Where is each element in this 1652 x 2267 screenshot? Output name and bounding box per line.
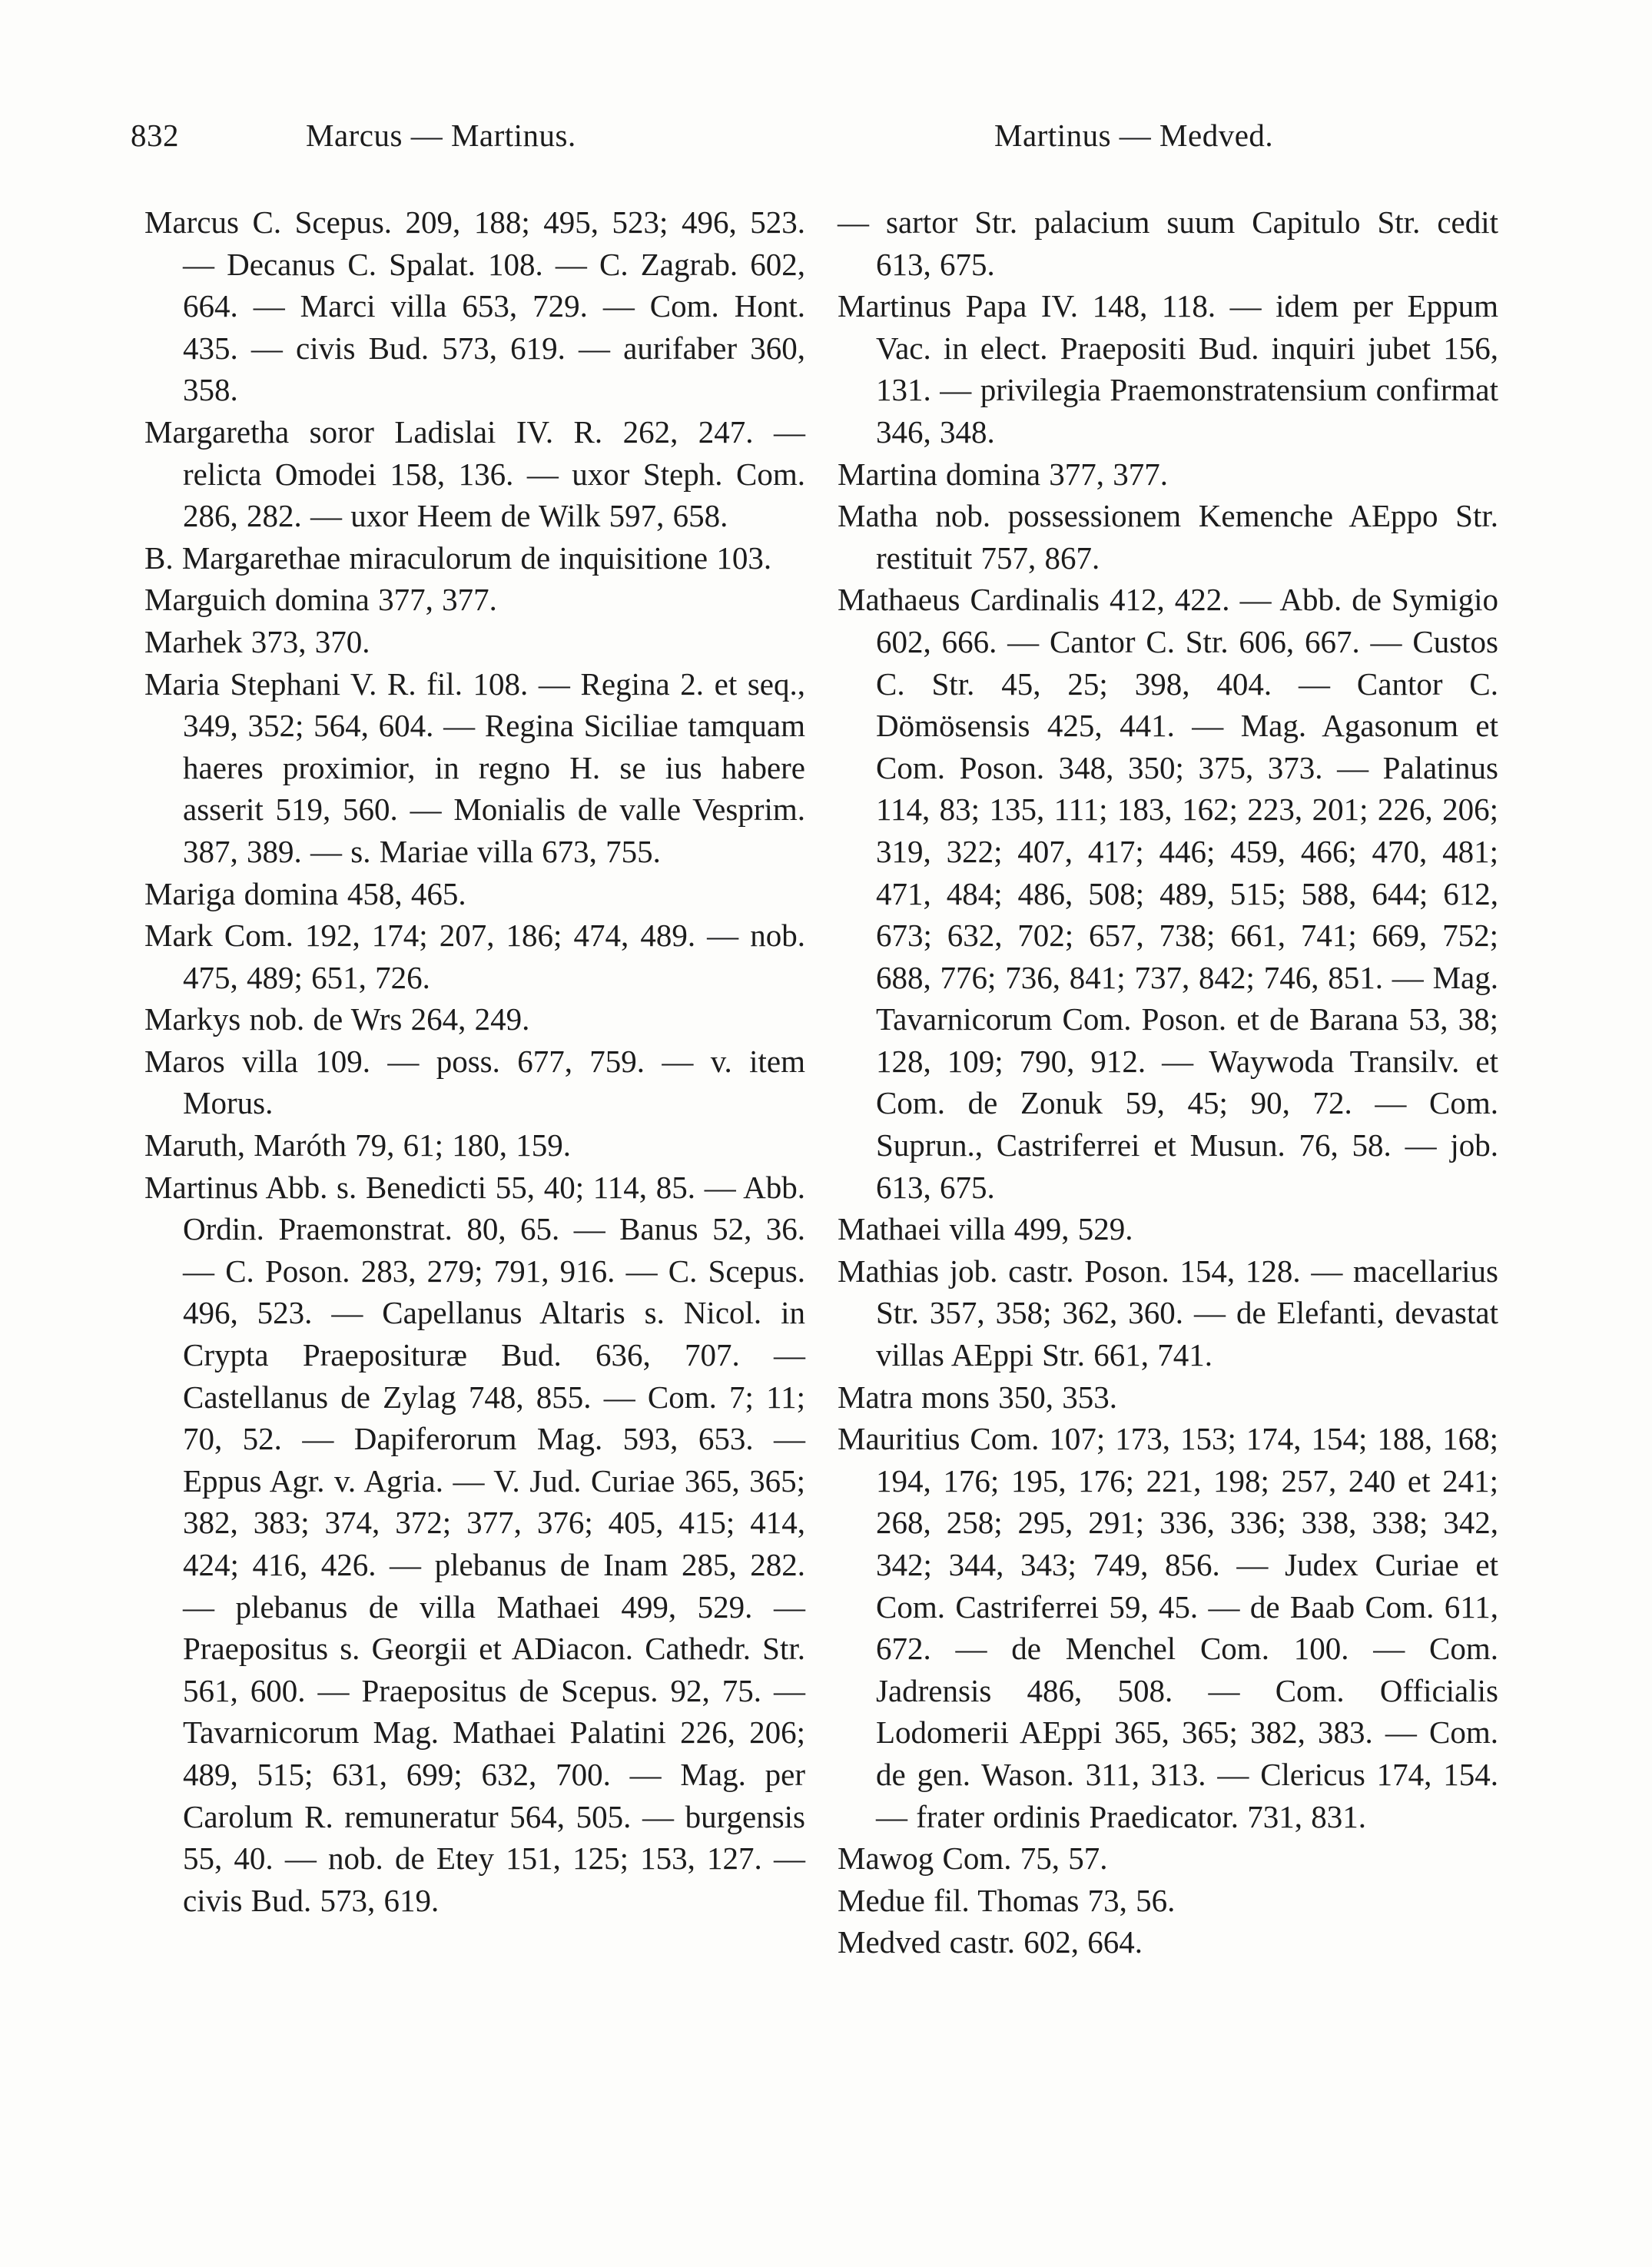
index-entry: Mawog Com. 75, 57. bbox=[838, 1840, 1108, 1877]
index-entry: Marguich domina 377, 377. bbox=[144, 582, 497, 618]
index-entry: Mariga domina 458, 465. bbox=[144, 875, 466, 911]
right-running-title: Martinus — Medved. bbox=[994, 118, 1274, 153]
index-entry: Mark Com. 192, 174; 207, 186; 474, 489. — nob. 475, 489; 651, 726. bbox=[144, 918, 805, 995]
index-entry: Maria Stephani V. R. fil. 108. — Regina 2. et seq., 349, 352; 564, 604. — Regina Siciliae tamquam haeres proximior, in regno H. se ius habere asserit 519, 560. — Monialis de valle Vesprim. 387, 389. — s. Mariae villa 673, 755. bbox=[144, 665, 805, 869]
index-entry: Marcus C. Scepus. 209, 188; 495, 523; 496, 523. — Decanus C. Spalat. 108. — C. Zagrab. 602, 664. — Marci villa 653, 729. — Com. Hont. 435. — civis Bud. 573, 619. — aurifaber 360, 358. bbox=[144, 204, 805, 408]
index-entry: Margaretha soror Ladislai IV. R. 262, 247. — relicta Omodei 158, 136. — uxor Steph. Com. 286, 282. — uxor Heem de Wilk 597, 658. bbox=[144, 413, 805, 534]
index-entry: Markys nob. de Wrs 264, 249. bbox=[144, 1001, 530, 1037]
index-entry: Matha nob. possessionem Kemenche AEppo Str. restituit 757, 867. bbox=[838, 498, 1498, 576]
index-entry: Mathaei villa 499, 529. bbox=[838, 1211, 1133, 1247]
index-entry: Mathias job. castr. Poson. 154, 128. — macellarius Str. 357, 358; 362, 360. — de Elefanti, devastat villas AEppi Str. 661, 741. bbox=[838, 1253, 1498, 1373]
index-entry: Medue fil. Thomas 73, 56. bbox=[838, 1882, 1176, 1918]
left-column bbox=[144, 201, 805, 1921]
index-entry: Martina domina 377, 377. bbox=[838, 456, 1169, 492]
index-entry: Maros villa 109. — poss. 677, 759. — v. item Morus. bbox=[144, 1043, 805, 1121]
index-entry: Martinus Abb. s. Benedicti 55, 40; 114, 85. — Abb. Ordin. Praemonstrat. 80, 65. — Banus 52, 36. — C. Poson. 283, 279; 791, 916. — C. Scepus. 496, 523. — Capellanus Altaris s. Nicol. in Crypta Praeposituræ Bud. 636, 707. — Castellanus de Zylag 748, 855. — Com. 7; 11; 70, 52. — Dapiferorum Mag. 593, 653. — Eppus Agr. v. Agria. — V. Jud. Curiae 365, 365; 382, 383; 374, 372; 377, 376; 405, 415; 414, 424; 416, 426. — plebanus de Inam 285, 282. — plebanus de villa Mathaei 499, 529. — Praepositus s. Georgii et ADiacon. Cathedr. Str. 561, 600. — Praepositus de Scepus. 92, 75. — Tavarnicorum Mag. Mathaei Palatini 226, 206; 489, 515; 631, 699; 632, 700. — Mag. per Carolum R. remuneratur 564, 505. — burgensis 55, 40. — nob. de Etey 151, 125; 153, 127. — civis Bud. 573, 619. bbox=[144, 1169, 805, 1918]
index-entry: Mathaeus Cardinalis 412, 422. — Abb. de Symigio 602, 666. — Cantor C. Str. 606, 667. — Custos C. Str. 45, 25; 398, 404. — Cantor C. Dömösensis 425, 441. — Mag. Agasonum et Com. Poson. 348, 350; 375, 373. — Palatinus 114, 83; 135, 111; 183, 162; 223, 201; 226, 206; 319, 322; 407, 417; 446; 459, 466; 470, 481; 471, 484; 486, 508; 489, 515; 588, 644; 612, 673; 632, 702; 657, 738; 661, 741; 669, 752; 688, 776; 736, 841; 737, 842; 746, 851. — Mag. Tavarnicorum Com. Poson. et de Barana 53, 38; 128, 109; 790, 912. — Waywoda Transilv. et Com. de Zonuk 59, 45; 90, 72. — Com. Suprun., Castriferrei et Musun. 76, 58. — job. 613, 675. bbox=[838, 582, 1498, 1205]
right-column bbox=[838, 201, 1498, 1963]
page-number: 832 bbox=[131, 118, 179, 153]
index-entry: Marhek 373, 370. bbox=[144, 623, 370, 659]
left-running-title: Marcus — Martinus. bbox=[306, 118, 576, 153]
running-header bbox=[131, 117, 1521, 163]
index-entry: — sartor Str. palacium suum Capitulo Str. cedit 613, 675. bbox=[838, 204, 1498, 282]
index-entry: Medved castr. 602, 664. bbox=[838, 1924, 1143, 1960]
index-entry: Matra mons 350, 353. bbox=[838, 1379, 1117, 1415]
index-entry: Maruth, Maróth 79, 61; 180, 159. bbox=[144, 1127, 572, 1163]
index-entry: Mauritius Com. 107; 173, 153; 174, 154; 188, 168; 194, 176; 195, 176; 221, 198; 257, 240 et 241; 268, 258; 295, 291; 336, 336; 338, 338; 342, 342; 344, 343; 749, 856. — Judex Curiae et Com. Castriferrei 59, 45. — de Baab Com. 611, 672. — de Menchel Com. 100. — Com. Jadrensis 486, 508. — Com. Officialis Lodomerii AEppi 365, 365; 382, 383. — Com. de gen. Wason. 311, 313. — Clericus 174, 154. — frater ordinis Praedicator. 731, 831. bbox=[838, 1421, 1498, 1834]
index-entry: Martinus Papa IV. 148, 118. — idem per Eppum Vac. in elect. Praepositi Bud. inquiri jubet 156, 131. — privilegia Praemonstratensium confirmat 346, 348. bbox=[838, 288, 1498, 450]
index-entry: B. Margarethae miraculorum de inquisitione 103. bbox=[144, 539, 772, 576]
